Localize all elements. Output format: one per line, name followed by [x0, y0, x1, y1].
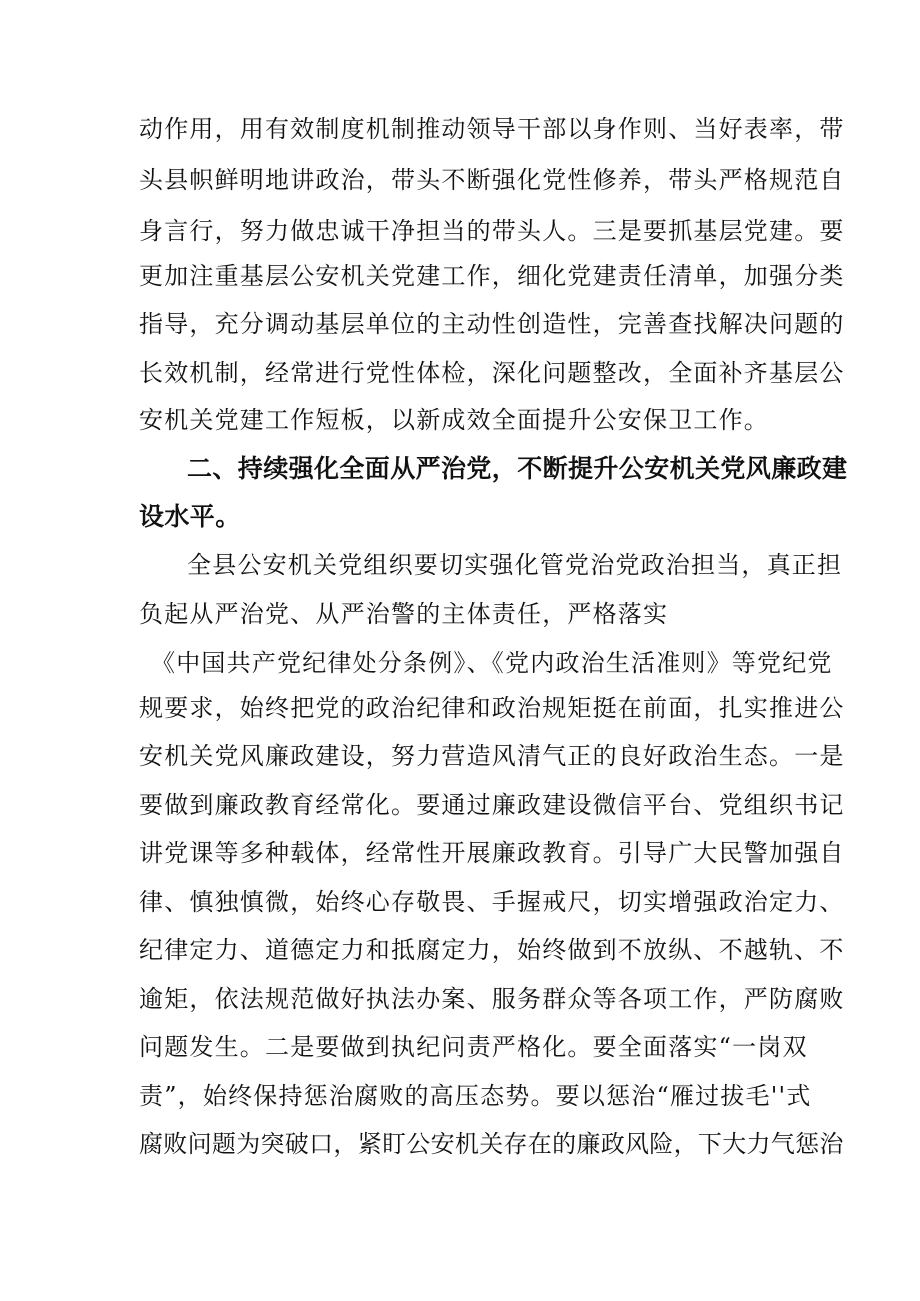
- paragraph-line: 规要求，始终把党的政治纪律和政治规矩挺在前面，扎实推进公: [139, 694, 845, 722]
- paragraph-line: 纪律定力、道德定力和抵腐定力，始终做到不放纵、不越轨、不: [139, 936, 845, 964]
- paragraph-line: 《中国共产党纪律处分条例》、《党内政治生活准则》等党纪党: [151, 649, 833, 677]
- paragraph-line: 身言行，努力做忠诚干净担当的带头人。三是要抓基层党建。要: [139, 217, 845, 245]
- paragraph-line: 负起从严治党、从严治警的主体责任，严格落实: [139, 600, 669, 628]
- paragraph-line: 问题发生。二是要做到执纪问责严格化。要全面落实“一岗双: [139, 1033, 808, 1061]
- paragraph-line: 要做到廉政教育经常化。要通过廉政建设微信平台、党组织书记: [139, 791, 845, 819]
- paragraph-line: 律、慎独慎微，始终心存敬畏、手握戒尺，切实增强政治定力、: [139, 888, 845, 916]
- paragraph-line: 安机关党建工作短板，以新成效全面提升公安保卫工作。: [139, 406, 769, 434]
- paragraph-line: 全县公安机关党组织要切实强化管党治党政治担当，真正担: [187, 551, 843, 579]
- paragraph-line: 安机关党风廉政建设，努力营造风清气正的良好政治生态。一是: [139, 742, 845, 770]
- paragraph-line: 指导，充分调动基层单位的主动性创造性，完善查找解决问题的: [139, 310, 845, 338]
- paragraph-line: 责”，始终保持惩治腐败的高压态势。要以惩治“雁过拔毛''式: [139, 1082, 812, 1110]
- paragraph-line: 长效机制，经常进行党性体检，深化问题整改，全面补齐基层公: [139, 359, 845, 387]
- paragraph-line: 腐败问题为突破口，紧盯公安机关存在的廉政风险，下大力气惩治: [139, 1130, 844, 1158]
- paragraph-line: 逾矩，依法规范做好执法办案、服务群众等各项工作，严防腐败: [139, 985, 845, 1013]
- paragraph-line: 头县帜鲜明地讲政治，带头不断强化党性修养，带头严格规范自: [139, 166, 845, 194]
- section-heading: 设水平。: [139, 502, 241, 531]
- paragraph-line: 讲党课等多种载体，经常性开展廉政教育。引导广大民警加强自: [139, 839, 845, 867]
- paragraph-line: 更加注重基层公安机关党建工作，细化党建责任清单，加强分类: [139, 262, 845, 290]
- section-heading: 二、持续强化全面从严治党，不断提升公安机关党风廉政建: [187, 454, 848, 483]
- paragraph-line: 动作用，用有效制度机制推动领导干部以身作则、当好表率，带: [139, 115, 845, 143]
